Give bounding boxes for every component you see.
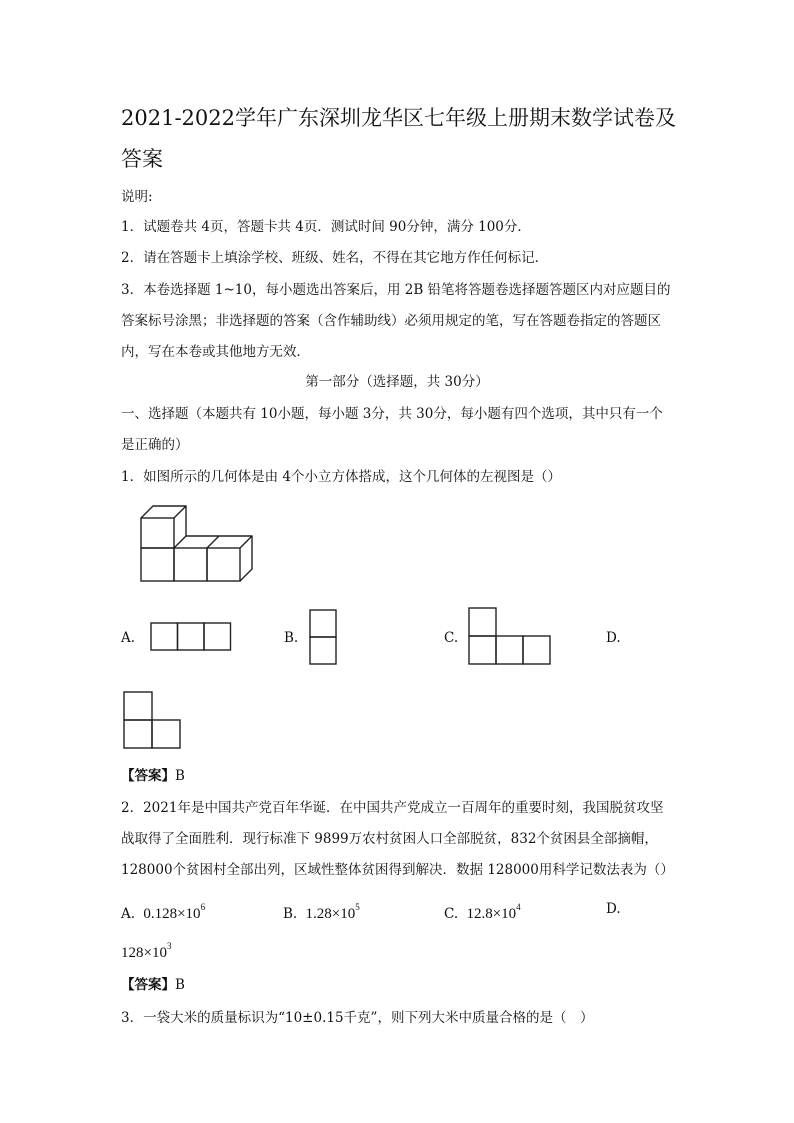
question-1-solid-figure — [135, 500, 255, 590]
instruction-item-3-line2: 答案标号涂黑；非选择题的答案（含作辅助线）必须用规定的笔，写在答题卷指定的答题区 — [121, 313, 661, 329]
instruction-item-1: 1．试题卷共 4页，答题卡共 4页．测试时间 90分钟，满分 100分． — [121, 219, 531, 235]
question-2-option-d-expression — [121, 939, 171, 962]
answer-value: B — [175, 977, 185, 993]
question-2-option-c — [444, 900, 521, 923]
question-2-option-b — [283, 900, 360, 923]
expression-exponent: 3 — [166, 941, 172, 951]
option-label: A. — [121, 906, 136, 922]
document-title-line2: 答案 — [121, 147, 163, 171]
question-2-option-a — [121, 900, 205, 923]
question-2-option-d-label: D. — [606, 901, 621, 917]
expression-exponent: 4 — [516, 902, 521, 912]
question-1-answer — [121, 767, 185, 785]
expression-exponent: 5 — [355, 902, 360, 912]
question-1-option-b-figure — [309, 609, 338, 665]
option-expression — [121, 941, 172, 961]
document-title-line1: 2021-2022学年广东深圳龙华区七年级上册期末数学试卷及 — [121, 106, 676, 130]
instruction-item-3-line3: 内，写在本卷或其他地方无效． — [121, 344, 310, 360]
section1-heading-line2: 是正确的） — [121, 437, 189, 453]
answer-label: 【答案】 — [121, 977, 175, 993]
question-1-stem: 1．如图所示的几何体是由 4个小立方体搭成，这个几何体的左视图是（） — [121, 469, 561, 485]
question-1-option-c-label: C. — [444, 630, 459, 646]
option-expression — [143, 902, 206, 922]
answer-value: B — [175, 768, 185, 784]
question-1-option-d-label: D. — [606, 630, 621, 646]
question-1-option-a-figure — [150, 622, 232, 652]
question-2-answer — [121, 976, 185, 994]
instruction-item-2: 2．请在答题卡上填涂学校、班级、姓名，不得在其它地方作任何标记． — [121, 250, 549, 266]
expression-base: 12.8×10 — [466, 906, 517, 922]
option-expression — [305, 902, 360, 922]
question-3-stem: 3．一袋大米的质量标识为“10±0.15千克”，则下列大米中质量合格的是（ ） — [121, 1010, 594, 1026]
expression-base: 0.128×10 — [143, 906, 201, 922]
question-1-option-d-figure — [122, 690, 182, 750]
question-2-line1: 2．2021年是中国共产党百年华诞．在中国共产党成立一百周年的重要时刻，我国脱贫攻坚 — [121, 800, 664, 816]
expression-exponent: 6 — [200, 902, 206, 912]
question-1-option-b-label: B. — [284, 630, 299, 646]
question-2-line3: 128000个贫困村全部出列，区域性整体贫困得到解决．数据 128000用科学记数法表为（） — [121, 862, 674, 878]
section1-heading-line1: 一、选择题（本题共有 10小题，每小题 3分，共 30分，每小题有四个选项，其中只有一个 — [121, 406, 663, 422]
instructions-heading: 说明: — [121, 189, 153, 205]
option-label: B. — [283, 906, 298, 922]
instruction-item-3-line1: 3．本卷选择题 1~10，每小题选出答案后，用 2B 铅笔将答题卷选择题答题区内对应题目的 — [121, 282, 671, 298]
answer-label: 【答案】 — [121, 768, 175, 784]
option-expression — [466, 902, 521, 922]
expression-base: 128×10 — [121, 945, 167, 961]
question-1-option-a-label: A. — [121, 630, 136, 646]
part1-heading: 第一部分（选择题，共 30分） — [305, 374, 489, 390]
question-2-line2: 战取得了全面胜利．现行标准下 9899万农村贫困人口全部脱贫，832个贫困县全部摘帽， — [121, 831, 658, 847]
expression-base: 1.28×10 — [305, 906, 356, 922]
question-1-option-c-figure — [468, 607, 552, 665]
option-label: C. — [444, 906, 459, 922]
